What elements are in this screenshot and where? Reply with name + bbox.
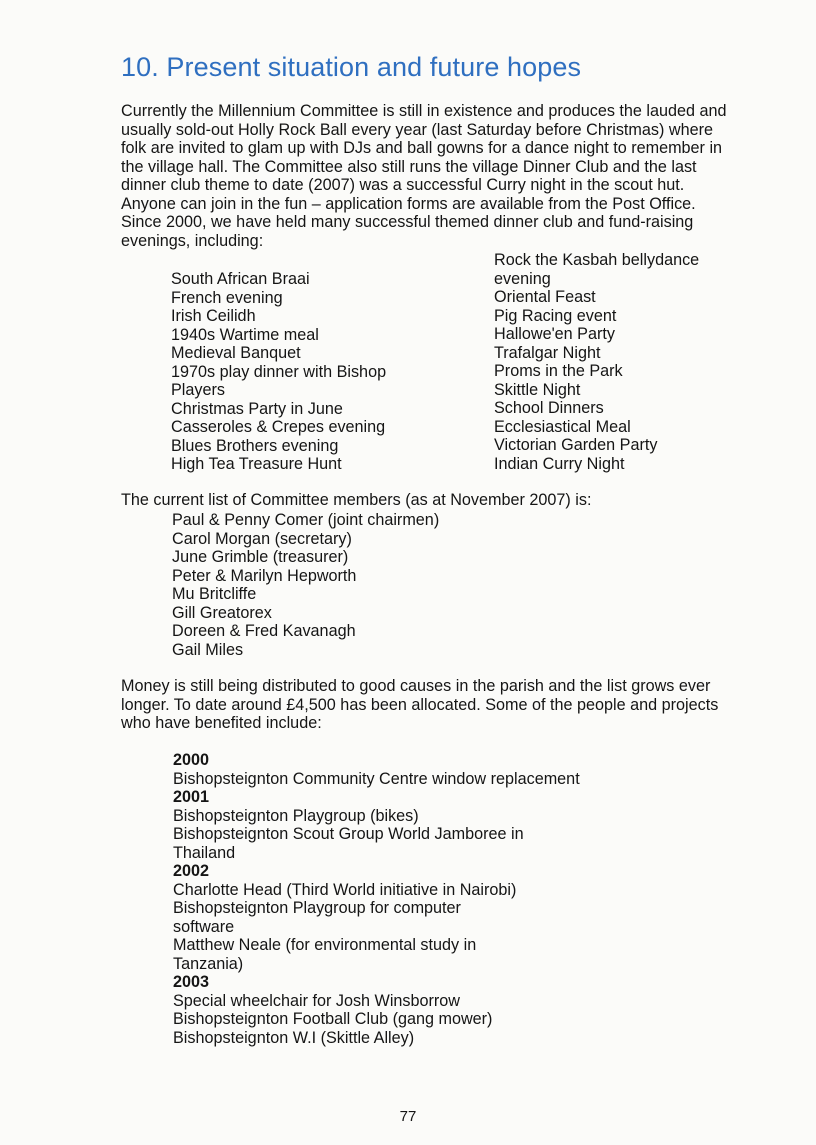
money-paragraph: Money is still being distributed to good causes in the parish and the list grows ever longer. To date around £4,500 has been allocated. Some of the people and projects who have benefited include: [121, 677, 719, 732]
events-list-left [171, 270, 386, 474]
event-item: Hallowe'en Party [494, 325, 615, 343]
committee-member: Doreen & Fred Kavanagh [172, 622, 356, 640]
beneficiary-item: Bishopsteignton Community Centre window replacement [173, 769, 580, 788]
committee-list [172, 511, 439, 659]
committee-member: Paul & Penny Comer (joint chairmen) [172, 511, 440, 529]
year-heading: 2001 [173, 788, 210, 806]
beneficiary-item: software [173, 917, 235, 936]
event-item: High Tea Treasure Hunt [171, 455, 342, 473]
event-item: Rock the Kasbah bellydance [494, 251, 700, 269]
event-item: French evening [171, 288, 283, 307]
beneficiary-item: Bishopsteignton Playgroup for computer [173, 899, 461, 917]
year-heading: 2002 [173, 862, 210, 880]
beneficiary-item: Bishopsteignton Scout Group World Jamboree in [173, 825, 524, 843]
committee-member: June Grimble (treasurer) [172, 548, 349, 566]
committee-intro: The current list of Committee members (as at November 2007) is: [121, 491, 592, 509]
event-item: Pig Racing event [494, 306, 617, 325]
event-item: School Dinners [494, 399, 604, 417]
page-title: 10. Present situation and future hopes [121, 52, 582, 82]
committee-member: Peter & Marilyn Hepworth [172, 566, 357, 585]
beneficiary-item: Charlotte Head (Third World initiative in Nairobi) [173, 880, 517, 899]
event-item: Indian Curry Night [494, 454, 625, 473]
page-number: 77 [399, 1108, 417, 1125]
event-item: Proms in the Park [494, 362, 623, 380]
committee-member: Gill Greatorex [172, 603, 272, 622]
event-item: Christmas Party in June [171, 399, 343, 418]
event-item: Oriental Feast [494, 288, 596, 306]
event-item: Skittle Night [494, 380, 581, 399]
event-item: Blues Brothers evening [171, 436, 339, 455]
event-item: Victorian Garden Party [494, 436, 658, 454]
event-item: 1940s Wartime meal [171, 325, 319, 344]
beneficiary-item: Special wheelchair for Josh Winsborrow [173, 991, 460, 1010]
event-item: South African Braai [171, 270, 310, 288]
committee-member: Carol Morgan (secretary) [172, 529, 352, 548]
beneficiary-item: Tanzania) [173, 954, 244, 973]
event-item: Ecclesiastical Meal [494, 417, 631, 436]
event-item: Trafalgar Night [494, 343, 601, 362]
event-item: Medieval Banquet [171, 344, 301, 362]
event-item: evening [494, 269, 551, 288]
beneficiary-item: Bishopsteignton W.I (Skittle Alley) [173, 1028, 415, 1047]
beneficiary-item: Thailand [173, 843, 236, 862]
committee-member: Mu Britcliffe [172, 585, 257, 603]
intro-paragraph: Currently the Millennium Committee is still in existence and produces the lauded and usually sold-out Holly Rock Ball every year (last Saturday before Christmas) where folk are invited to glam up with DJs and ball gowns for a dance night to remember in the village hall. The Committee also still runs the village Dinner Club and the last dinner club theme to date (2007) was a successful Curry night in the scout hut. Anyone can join in the fun – application forms are available from the Post Office. Since 2000, we have held many successful themed dinner club and fund-raising evenings, including: [121, 102, 727, 250]
year-heading: 2003 [173, 973, 210, 991]
committee-member: Gail Miles [172, 640, 244, 659]
beneficiary-item: Bishopsteignton Playgroup (bikes) [173, 806, 419, 825]
beneficiary-item: Matthew Neale (for environmental study in [173, 936, 477, 954]
event-item: Irish Ceilidh [171, 307, 256, 325]
year-heading: 2000 [173, 751, 210, 769]
events-list-right [494, 251, 699, 473]
event-item: 1970s play dinner with Bishop [171, 362, 387, 381]
beneficiary-item: Bishopsteignton Football Club (gang mower) [173, 1010, 493, 1028]
event-item: Casseroles & Crepes evening [171, 418, 386, 436]
event-item: Players [171, 381, 225, 399]
beneficiaries-list [173, 751, 580, 1047]
